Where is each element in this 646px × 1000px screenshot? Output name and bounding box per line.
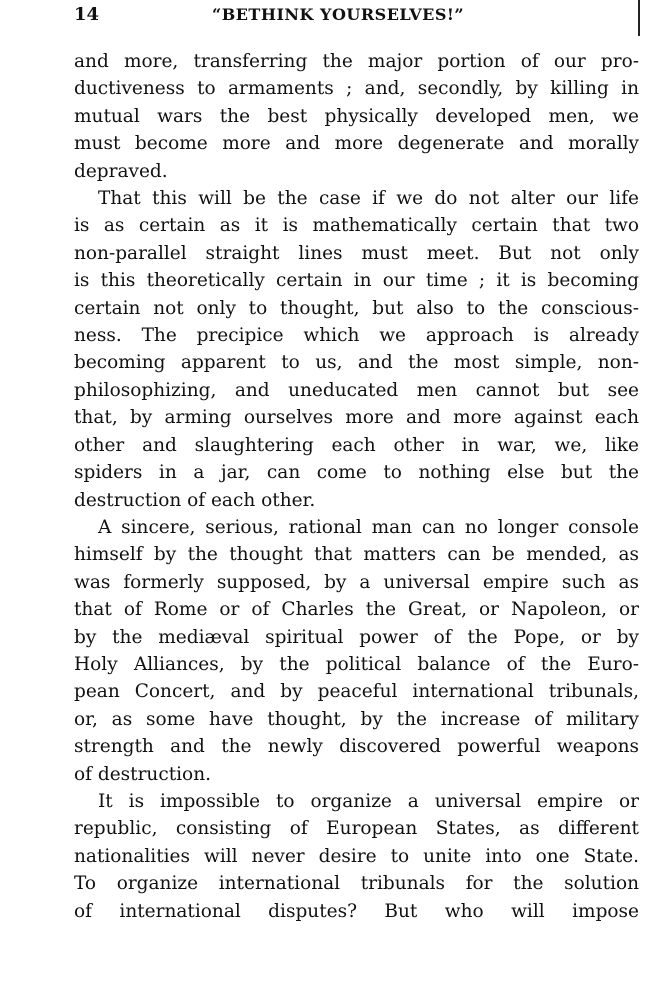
text-line: ness. The precipice which we approach is already	[74, 325, 639, 347]
text-line: To organize international tribunals for the solution	[74, 873, 639, 895]
text-line: is this theoretically certain in our time ; it is becoming	[74, 270, 639, 292]
text-line: strength and the newly discovered powerful weapons	[74, 736, 639, 758]
text-line: was formerly supposed, by a universal empire such as	[74, 571, 639, 593]
text-line: A sincere, serious, rational man can no longer console	[98, 516, 639, 538]
text-line: republic, consisting of European States, as different	[74, 818, 639, 840]
text-line: himself by the thought that matters can be mended, as	[74, 544, 639, 566]
text-line: that, by arming ourselves more and more against each	[74, 407, 639, 429]
text-line: by the mediæval spiritual power of the Pope, or by	[74, 626, 639, 648]
text-line: non-parallel straight lines must meet. But not only	[74, 242, 639, 264]
text-line: Holy Alliances, by the political balance of the Euro-	[74, 653, 639, 675]
page-number: 14	[74, 4, 100, 25]
text-line: ductiveness to armaments ; and, secondly, by killing in	[74, 78, 639, 100]
text-line: of destruction.	[74, 763, 211, 785]
text-line: destruction of each other.	[74, 489, 316, 511]
text-line: of international disputes? But who will impose	[74, 900, 639, 922]
text-line: mutual wars the best physically developed men, we	[74, 105, 639, 127]
running-title: “BETHINK YOURSELVES!”	[212, 5, 465, 24]
text-line: nationalities will never desire to unite into one State.	[74, 845, 639, 867]
text-line: It is impossible to organize a universal empire or	[98, 790, 639, 812]
text-line: pean Concert, and by peaceful international tribunals,	[74, 681, 639, 703]
text-line: That this will be the case if we do not alter our life	[98, 188, 639, 210]
paragraph	[74, 514, 639, 788]
text-line: certain not only to thought, but also to the conscious-	[74, 297, 639, 319]
text-line: depraved.	[74, 160, 168, 182]
text-line: and more, transferring the major portion of our pro-	[74, 51, 639, 72]
text-line: other and slaughtering each other in war, we, like	[74, 434, 639, 456]
text-line: becoming apparent to us, and the most simple, non-	[74, 352, 639, 374]
page-header	[74, 4, 639, 26]
text-line: spiders in a jar, can come to nothing else but the	[74, 462, 639, 484]
paragraph	[74, 48, 639, 185]
text-line: must become more and more degenerate and morally	[74, 133, 639, 155]
paragraph	[74, 185, 639, 514]
text-line: philosophizing, and uneducated men cannot but see	[74, 379, 639, 401]
paragraph	[74, 788, 639, 925]
body-text	[74, 48, 639, 925]
text-line: that of Rome or of Charles the Great, or Napoleon, or	[74, 599, 639, 621]
text-line: is as certain as it is mathematically certain that two	[74, 215, 639, 237]
text-line: or, as some have thought, by the increase of military	[74, 708, 639, 730]
